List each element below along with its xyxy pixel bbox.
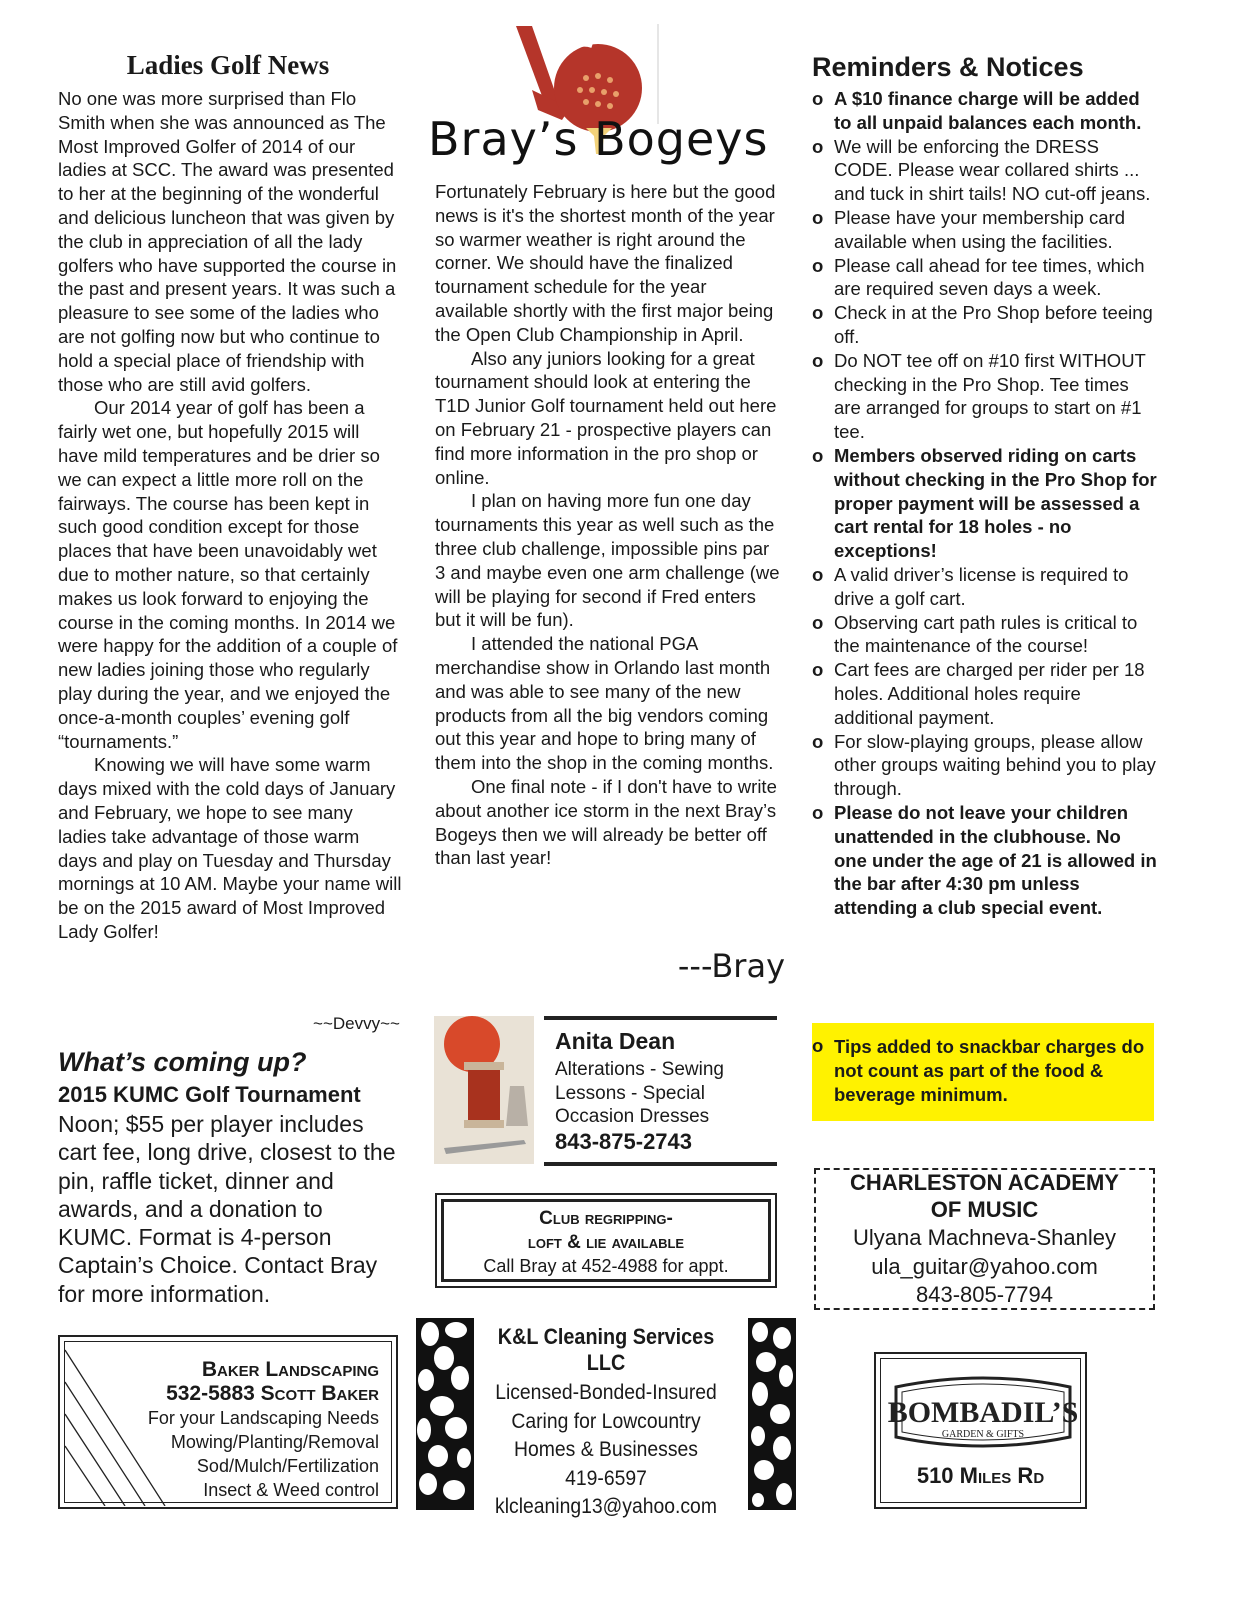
- reminder-text: Please call ahead for tee times, which are required seven days a week.: [834, 254, 1145, 300]
- reminder-text: A $10 finance charge will be added to all unpaid balances each month.: [834, 88, 1142, 133]
- anita-ad-name: Anita Dean: [555, 1028, 676, 1054]
- reminder-item: [812, 301, 1157, 349]
- baker-ad-name: Baker Landscaping: [201, 1358, 379, 1381]
- kl-ad-line: Homes & Businesses: [514, 1437, 698, 1461]
- anita-ad-phone: 843-875-2743: [555, 1129, 693, 1154]
- reminder-item: [812, 444, 1157, 563]
- baker-ad-line: Insect & Weed control: [203, 1480, 379, 1500]
- bullet-icon: o: [812, 88, 824, 109]
- bullet-icon: o: [812, 349, 824, 371]
- ladies-signature: ~~Devvy~~: [313, 1014, 400, 1033]
- academy-ad-email: ula_guitar@yahoo.com: [871, 1253, 1098, 1279]
- reminder-item: [812, 658, 1157, 729]
- anita-ad-line: Occasion Dresses: [555, 1106, 710, 1127]
- giraffe-pattern-icon: [416, 1318, 474, 1510]
- reminder-item: [812, 611, 1157, 659]
- brays-paragraph: Also any juniors looking for a great tournament should look at entering the T1D Junior Golf tournament held out here on February 21 - prospective players can find more information in the pro shop or online.: [435, 347, 777, 488]
- bullet-icon: o: [812, 730, 824, 752]
- bombadils-logo: [886, 1375, 1080, 1455]
- bullet-icon: o: [812, 254, 824, 276]
- reminder-text: Do NOT tee off on #10 first WITHOUT checking in the Pro Shop. Tee times are arranged for groups to start on #1 tee.: [834, 349, 1146, 443]
- ladies-paragraph: Knowing we will have some warm days mixed with the cold days of January and February, we hope to see many ladies take advantage of those warm days and play on Tuesday and Thursday mornings at 10 AM. Maybe your name will be on the 2015 award of Most Improved Lady Golfer!: [58, 754, 402, 942]
- baker-landscaping-ad: [58, 1335, 398, 1509]
- baker-ad-inner-frame: [64, 1341, 392, 1503]
- snackbar-tips-notice: [812, 1023, 1154, 1121]
- bombadils-address: 510 Miles Rd: [916, 1463, 1045, 1488]
- ladies-golf-news-title: Ladies Golf News: [126, 50, 330, 80]
- bullet-icon: o: [812, 135, 824, 157]
- kl-ad-lines: [484, 1378, 729, 1521]
- sewing-thread-image: [434, 1016, 534, 1164]
- brays-bogeys-body: [435, 180, 780, 870]
- bullet-icon: o: [812, 563, 824, 585]
- regrip-ad-inner-frame: [441, 1199, 771, 1282]
- anita-ad-line: Alterations - Sewing: [555, 1059, 724, 1080]
- svg-text:BOMBADIL’S: BOMBADIL’S: [887, 1396, 1079, 1429]
- reminder-item: [812, 730, 1157, 801]
- brays-bogeys-title: Bray’s Bogeys: [428, 112, 769, 166]
- bullet-icon: o: [812, 302, 824, 324]
- regrip-ad-line: Club regripping-: [539, 1208, 673, 1229]
- reminder-text: We will be enforcing the DRESS CODE. Please wear collared shirts ... and tuck in shirt tails! NO cut-off jeans.: [834, 135, 1151, 205]
- reminder-item: [812, 254, 1157, 302]
- anita-ad-description: [555, 1058, 724, 1129]
- kl-ad-email: klcleaning13@yahoo.com: [495, 1494, 717, 1518]
- academy-ad-teacher: Ulyana Machneva-Shanley: [853, 1225, 1116, 1250]
- bullet-icon: o: [812, 444, 824, 466]
- reminder-item: [812, 135, 1157, 206]
- reminder-text: Members observed riding on carts without checking in the Pro Shop for proper payment will be assessed a cart rental for 18 holes - no exceptions!: [834, 444, 1157, 562]
- anita-ad-line: Lessons - Special: [555, 1082, 705, 1104]
- ladies-golf-news-body: [58, 87, 403, 944]
- bullet-icon: o: [812, 611, 824, 633]
- kumc-tournament-title: 2015 KUMC Golf Tournament: [58, 1082, 361, 1107]
- charleston-academy-ad: [814, 1168, 1155, 1310]
- reminder-text: Please do not leave your children unattended in the clubhouse. No one under the age of 21 is allowed in the bar after 4:30 pm unless attending a club special event.: [834, 801, 1157, 919]
- reminder-text: For slow-playing groups, please allow other groups waiting behind you to play through.: [834, 730, 1156, 800]
- academy-ad-phone: 843-805-7794: [915, 1282, 1053, 1307]
- regrip-ad-contact: Call Bray at 452-4988 for appt.: [483, 1256, 729, 1276]
- kl-ad-phone: 419-6597: [565, 1465, 647, 1490]
- snackbar-tips-text: Tips added to snackbar charges do not count as part of the food & beverage minimum.: [834, 1036, 1145, 1105]
- bullet-icon: o: [812, 659, 824, 681]
- giraffe-pattern-right: [748, 1318, 796, 1510]
- reminders-list: [812, 87, 1157, 920]
- kl-ad-line: Caring for Lowcountry: [511, 1408, 701, 1433]
- anita-dean-ad: [544, 1016, 777, 1166]
- bullet-icon: o: [812, 1035, 824, 1056]
- academy-ad-contact: [816, 1224, 1153, 1310]
- brays-paragraph: Fortunately February is here but the good news is it's the shortest month of the year so warmer weather is right around the corner. We should have the finalized tournament schedule for the year available shortly with the first major being the Open Club Championship in April.: [435, 181, 776, 345]
- reminder-text: A valid driver’s license is required to drive a golf cart.: [834, 563, 1129, 609]
- baker-ad-line: For your Landscaping Needs: [147, 1408, 379, 1428]
- brays-paragraph: One final note - if I don't have to write about another ice storm in the next Bray’s Bogeys then we will already be better off than last year!: [435, 775, 777, 869]
- academy-ad-name: CHARLESTON ACADEMY: [850, 1170, 1119, 1195]
- baker-ad-phone: 532-5883 Scott Baker: [166, 1382, 379, 1405]
- kl-ad-title: K&L Cleaning Services LLC: [497, 1324, 715, 1375]
- giraffe-pattern-left: [416, 1318, 474, 1510]
- reminder-item: [812, 563, 1157, 611]
- regrip-ad-line: loft & lie available: [527, 1232, 685, 1253]
- bullet-icon: o: [812, 206, 824, 228]
- brays-paragraph: I attended the national PGA merchandise show in Orlando last month and was able to see many of the new products from all the big vendors coming out this year and hope to bring many of them into the shop in the coming months.: [435, 633, 774, 774]
- baker-ad-text: [148, 1358, 379, 1502]
- baker-ad-line: Mowing/Planting/Removal: [170, 1432, 379, 1452]
- reminder-item: [812, 801, 1157, 920]
- reminders-notices-title: Reminders & Notices: [812, 52, 1084, 82]
- reminder-text: Please have your membership card available when using the facilities.: [834, 206, 1126, 252]
- reminder-text: Check in at the Pro Shop before teeing off.: [834, 302, 1153, 347]
- kl-cleaning-ad: [484, 1324, 729, 1521]
- kumc-tournament-description: Noon; $55 per player includes cart fee, long drive, closest to the pin, raffle ticket, dinner and awards, and a donation to KUMC. Format is 4-person Captain’s Choice. Contact Bray for more information.: [58, 1111, 396, 1307]
- club-regripping-ad: [435, 1193, 777, 1288]
- reminder-item: [812, 206, 1157, 254]
- sewing-spool-icon: [434, 1016, 534, 1164]
- reminder-item: [812, 349, 1157, 444]
- reminder-text: Observing cart path rules is critical to the maintenance of the course!: [834, 611, 1138, 657]
- bombadils-ad-inner-frame: [880, 1358, 1081, 1503]
- reminder-text: Cart fees are charged per rider per 18 holes. Additional holes require additional payment.: [834, 659, 1145, 728]
- ladies-paragraph: Our 2014 year of golf has been a fairly wet one, but hopefully 2015 will have mild temperatures and be drier so we can expect a little more roll on the fairways. The course has been kept in such good condition except for those places that have been unavoidably wet due to mother nature, so that certainly makes us look forward to enjoying the course in the coming months. In 2014 we were happy for the addition of a couple of new ladies joining those who regularly play during the year, and we enjoyed the once-a-month couples’ evening golf “tournaments.”: [58, 397, 398, 752]
- baker-ad-line: Sod/Mulch/Fertilization: [196, 1456, 379, 1476]
- reminder-item: [812, 87, 1157, 135]
- bray-signature: ---Bray: [677, 947, 785, 985]
- academy-ad-name: OF MUSIC: [930, 1197, 1039, 1222]
- bombadils-ad: [874, 1352, 1087, 1509]
- whats-coming-up-heading: What’s coming up?: [58, 1047, 307, 1077]
- ladies-paragraph: No one was more surprised than Flo Smith when she was announced as The Most Improved Golfer of 2014 of our ladies at SCC. The award was presented to her at the beginning of the wonderful and delicious luncheon that was given by the club in appreciation of all the lady golfers who have supported the course in the past and present years. It was such a pleasure to see some of the ladies who are not golfing now but who continue to hold a special place of friendship with those who are still avid golfers.: [58, 88, 397, 395]
- brays-paragraph: I plan on having more fun one day tournaments this year as well such as the three club challenge, impossible pins par 3 and maybe even one arm challenge (we will be playing for second if Fred enters but it will be fun).: [435, 490, 780, 631]
- kl-ad-line: Licensed-Bonded-Insured: [495, 1380, 717, 1404]
- bullet-icon: o: [812, 801, 824, 823]
- svg-text:GARDEN & GIFTS: GARDEN & GIFTS: [941, 1429, 1025, 1440]
- giraffe-pattern-icon: [748, 1318, 796, 1510]
